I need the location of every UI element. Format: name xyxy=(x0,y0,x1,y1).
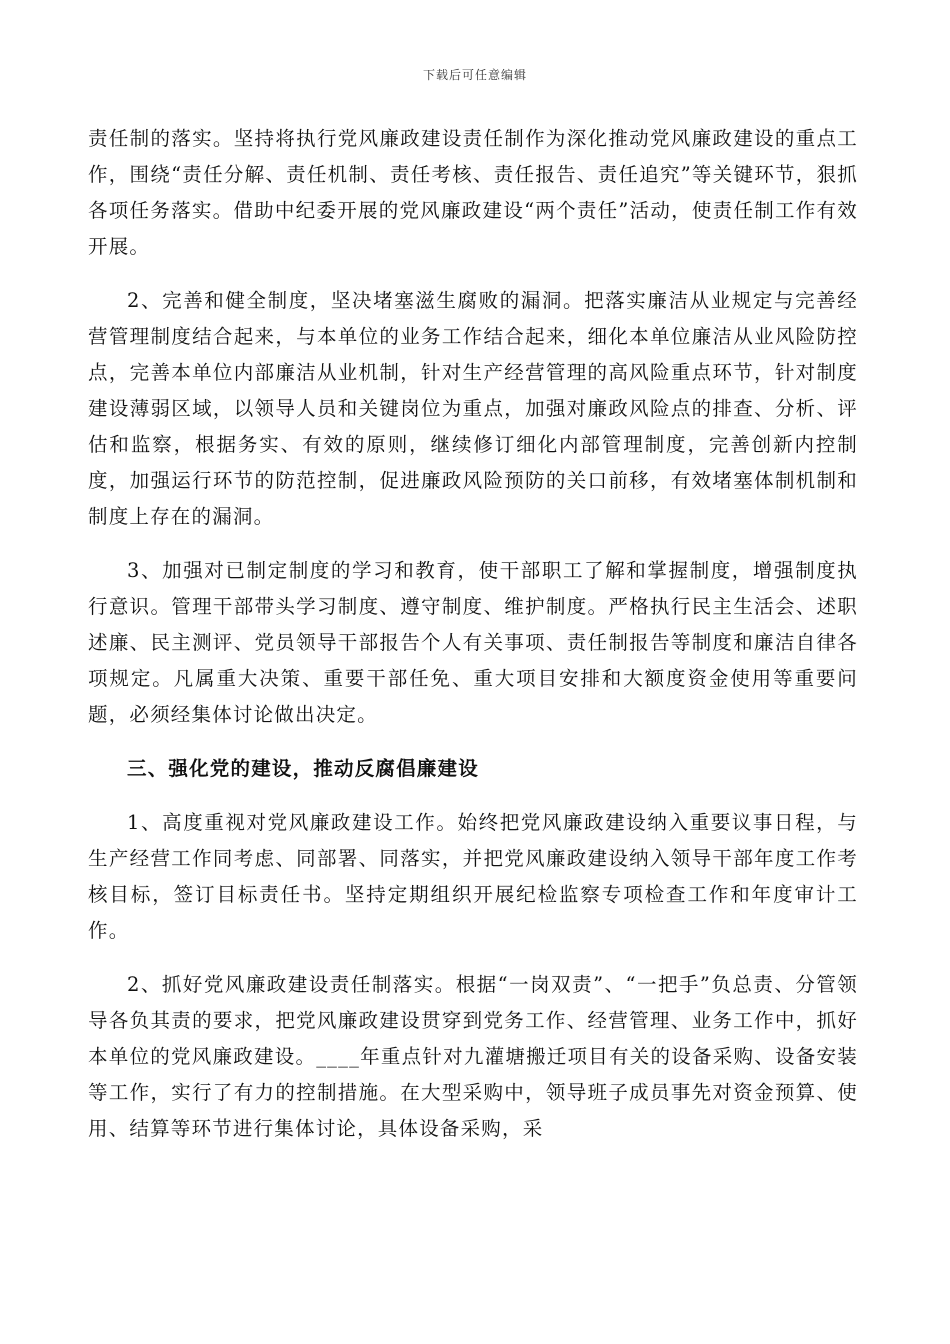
paragraph-strengthen-study: 3、加强对已制定制度的学习和教育，使干部职工了解和掌握制度，增强制度执行意识。管理干部带头学习制度、遵守制度、维护制度。严格执行民主生活会、述职述廉、民主测评、党员领导干部报告个人有关事项、责任制报告等制度和廉洁自律各项规定。凡属重大决策、重要干部任免、重大项目安排和大额度资金使用等重要问题，必须经集体讨论做出决定。 xyxy=(88,559,858,726)
paragraph-gap xyxy=(88,949,858,967)
paragraph-gap xyxy=(88,787,858,805)
paragraph-improve-system: 2、完善和健全制度，坚决堵塞滋生腐败的漏洞。把落实廉洁从业规定与完善经营管理制度结合起来，与本单位的业务工作结合起来，细化本单位廉洁从业风险防控点，完善本单位内部廉洁从业机制，针对生产经营管理的高风险重点环节，针对制度建设薄弱区域，以领导人员和关键岗位为重点，加强对廉政风险点的排查、分析、评估和监察，根据务实、有效的原则，继续修订细化内部管理制度，完善创新内控制度，加强运行环节的防范控制，促进廉政风险预防的关口前移，有效堵塞体制机制和制度上存在的漏洞。 xyxy=(88,289,858,528)
paragraph-responsibility-system: 责任制的落实。坚持将执行党风廉政建设责任制作为深化推动党风廉政建设的重点工作，围绕“责任分解、责任机制、责任考核、责任报告、责任追究”等关键环节，狠抓各项任务落实。借助中纪委开展的党风廉政建设“两个责任”活动，使责任制工作有效开展。 xyxy=(88,127,858,258)
paragraph-gap xyxy=(88,265,858,283)
section-heading-three: 三、强化党的建设，推动反腐倡廉建设 xyxy=(127,757,479,780)
document-body xyxy=(88,121,858,1147)
paragraph-implement-responsibility: 2、抓好党风廉政建设责任制落实。根据“一岗双责”、“一把手”负总责、分管领导各负其责的要求，把党风廉政建设贯穿到党务工作、经营管理、业务工作中，抓好本单位的党风廉政建设。____年重点针对九灌塘搬迁项目有关的设备采购、设备安装等工作，实行了有力的控制措施。在大型采购中，领导班子成员事先对资金预算、使用、结算等环节进行集体讨论，具体设备采购，采 xyxy=(88,973,858,1140)
header-note: 下载后可任意编辑 xyxy=(422,68,527,82)
paragraph-gap xyxy=(88,733,858,751)
paragraph-attach-importance: 1、高度重视对党风廉政建设工作。始终把党风廉政建设纳入重要议事日程，与生产经营工作同考虑、同部署、同落实，并把党风廉政建设纳入领导干部年度工作考核目标，签订目标责任书。坚持定期组织开展纪检监察专项检查工作和年度审计工作。 xyxy=(88,811,858,942)
paragraph-gap xyxy=(88,535,858,553)
